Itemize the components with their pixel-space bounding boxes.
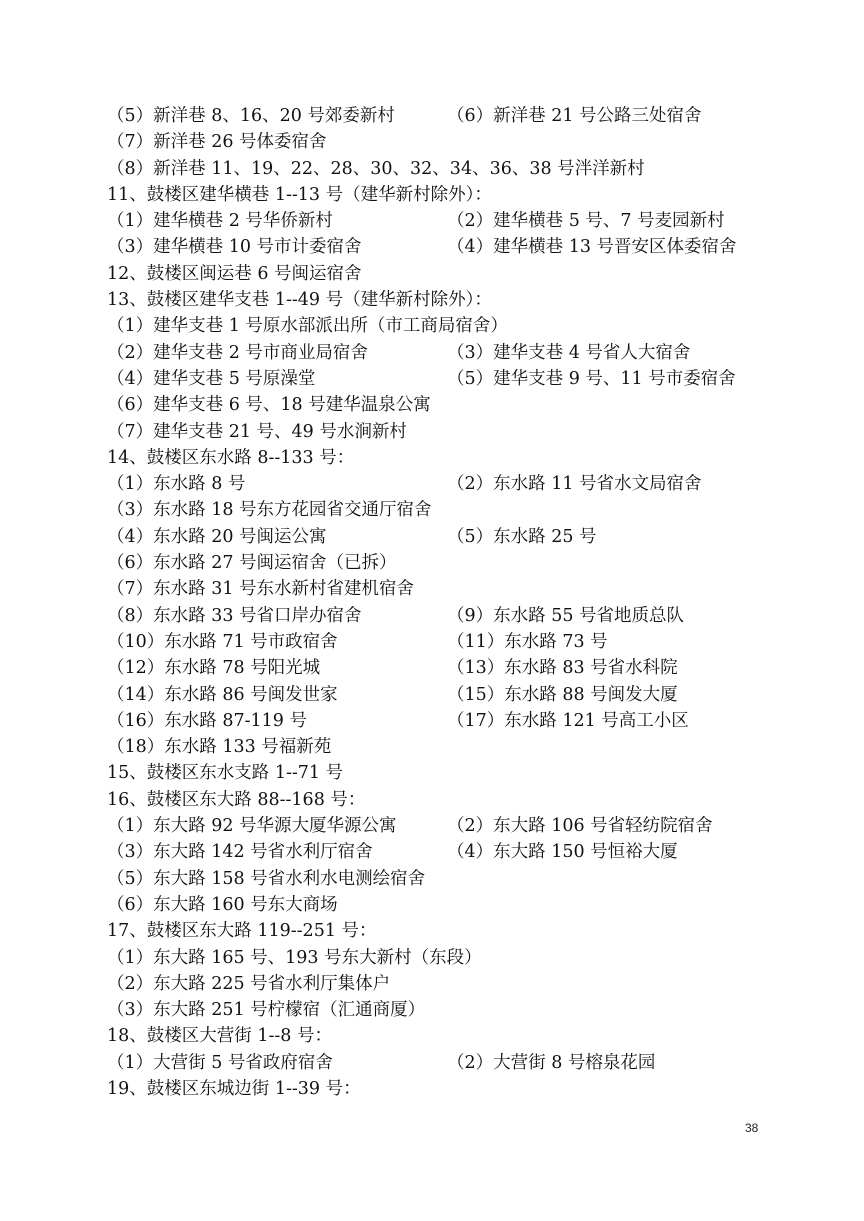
- text-line: [107, 524, 787, 550]
- line-left-text: （14）东水路 86 号闽发世家: [107, 684, 338, 705]
- text-line: [107, 392, 787, 418]
- line-left-text: （3）建华横巷 10 号市计委宿舍: [107, 237, 362, 258]
- text-line: [107, 997, 787, 1023]
- line-left-text: （2）东大路 225 号省水利厅集体户: [107, 973, 391, 994]
- line-left-text: 19、鼓楼区东城边街 1--39 号：: [107, 1078, 361, 1099]
- line-left-text: （1）东大路 92 号华源大厦华源公寓: [107, 816, 397, 837]
- line-left-text: （1）建华横巷 2 号华侨新村: [107, 211, 333, 232]
- line-left-text: （5）东大路 158 号省水利水电测绘宿舍: [107, 868, 426, 889]
- text-line: [107, 445, 787, 471]
- text-line: [107, 103, 787, 129]
- text-line: [107, 576, 787, 602]
- line-right-text: （2）东水路 11 号省水文局宿舍: [447, 474, 702, 495]
- line-left-text: （10）东水路 71 号市政宿舍: [107, 631, 338, 652]
- text-line: [107, 287, 787, 313]
- text-line: [107, 1050, 787, 1076]
- text-line: [107, 655, 787, 681]
- line-right-text: （13）东水路 83 号省水科院: [447, 658, 678, 679]
- line-right-text: （9）东水路 55 号省地质总队: [447, 605, 685, 626]
- text-line: [107, 497, 787, 523]
- line-right-text: （6）新洋巷 21 号公路三处宿舍: [447, 106, 702, 126]
- line-left-text: （5）新洋巷 8、16、20 号郊委新村: [107, 106, 395, 126]
- line-left-text: （4）建华支巷 5 号原澡堂: [107, 368, 316, 389]
- text-line: [107, 813, 787, 839]
- line-left-text: （2）建华支巷 2 号市商业局宿舍: [107, 342, 368, 363]
- line-left-text: （7）建华支巷 21 号、49 号水涧新村: [107, 421, 407, 442]
- text-line: [107, 682, 787, 708]
- text-line: [107, 208, 787, 234]
- text-line: [107, 787, 787, 813]
- text-line: [107, 261, 787, 287]
- text-line: [107, 1076, 787, 1102]
- text-line: [107, 629, 787, 655]
- line-left-text: 13、鼓楼区建华支巷 1--49 号（建华新村除外）：: [107, 290, 492, 311]
- line-left-text: （3）东大路 251 号柠檬宿（汇通商厦）: [107, 1000, 426, 1021]
- line-left-text: 16、鼓楼区东大路 88--168 号：: [107, 789, 366, 810]
- line-right-text: （5）建华支巷 9 号、11 号市委宿舍: [447, 368, 736, 389]
- text-line: [107, 866, 787, 892]
- text-line: [107, 182, 787, 208]
- text-line: [107, 234, 787, 260]
- line-right-text: （11）东水路 73 号: [447, 631, 608, 652]
- text-line: [107, 760, 787, 786]
- line-right-text: （15）东水路 88 号闽发大厦: [447, 684, 678, 705]
- line-left-text: 12、鼓楼区闽运巷 6 号闽运宿舍: [107, 263, 362, 284]
- text-line: [107, 839, 787, 865]
- line-left-text: （1）建华支巷 1 号原水部派出所（市工商局宿舍）: [107, 316, 508, 337]
- line-right-text: （5）东水路 25 号: [447, 526, 597, 547]
- line-right-text: （2）大营街 8 号榕泉花园: [447, 1052, 656, 1073]
- line-left-text: （6）东大路 160 号东大商场: [107, 894, 338, 915]
- text-line: [107, 366, 787, 392]
- text-line: [107, 945, 787, 971]
- line-left-text: （16）东水路 87-119 号: [107, 710, 307, 731]
- line-left-text: （1）东大路 165 号、193 号东大新村（东段）: [107, 947, 482, 968]
- line-left-text: （3）东大路 142 号省水利厅宿舍: [107, 842, 373, 863]
- text-line: [107, 971, 787, 997]
- text-line: [107, 419, 787, 445]
- line-left-text: （6）建华支巷 6 号、18 号建华温泉公寓: [107, 395, 431, 416]
- text-line: [107, 156, 787, 182]
- line-left-text: （12）东水路 78 号阳光城: [107, 658, 321, 679]
- line-left-text: 14、鼓楼区东水路 8--133 号：: [107, 447, 355, 468]
- document-body: [107, 103, 787, 1102]
- line-left-text: （3）东水路 18 号东方花园省交通厅宿舍: [107, 500, 432, 521]
- line-right-text: （3）建华支巷 4 号省人大宿舍: [447, 342, 691, 363]
- text-line: [107, 1023, 787, 1049]
- line-left-text: （18）东水路 133 号福新苑: [107, 737, 332, 758]
- line-right-text: （17）东水路 121 号高工小区: [447, 710, 689, 731]
- line-left-text: （6）东水路 27 号闽运宿舍（已拆）: [107, 553, 397, 574]
- line-left-text: 18、鼓楼区大营街 1--8 号：: [107, 1026, 332, 1047]
- line-right-text: （2）建华横巷 5 号、7 号麦园新村: [447, 211, 725, 232]
- line-right-text: （4）东大路 150 号恒裕大厦: [447, 842, 678, 863]
- text-line: [107, 471, 787, 497]
- line-left-text: （1）东水路 8 号: [107, 474, 246, 495]
- line-left-text: （8）东水路 33 号省口岸办宿舍: [107, 605, 362, 626]
- text-line: [107, 129, 787, 155]
- text-line: [107, 734, 787, 760]
- text-line: [107, 708, 787, 734]
- line-right-text: （2）东大路 106 号省轻纺院宿舍: [447, 816, 713, 837]
- text-line: [107, 892, 787, 918]
- text-line: [107, 340, 787, 366]
- line-left-text: （1）大营街 5 号省政府宿舍: [107, 1052, 333, 1073]
- line-left-text: 11、鼓楼区建华横巷 1--13 号（建华新村除外）：: [107, 184, 492, 205]
- text-line: [107, 313, 787, 339]
- text-line: [107, 550, 787, 576]
- text-line: [107, 603, 787, 629]
- text-line: [107, 918, 787, 944]
- line-right-text: （4）建华横巷 13 号晋安区体委宿舍: [447, 237, 737, 258]
- page-number: 38: [745, 1121, 759, 1135]
- line-left-text: 15、鼓楼区东水支路 1--71 号: [107, 763, 344, 784]
- line-left-text: （8）新洋巷 11、19、22、28、30、32、34、36、38 号泮洋新村: [107, 158, 645, 179]
- line-left-text: （7）新洋巷 26 号体委宿舍: [107, 132, 327, 153]
- line-left-text: 17、鼓楼区东大路 119--251 号：: [107, 921, 377, 942]
- line-left-text: （4）东水路 20 号闽运公寓: [107, 526, 327, 547]
- line-left-text: （7）东水路 31 号东水新村省建机宿舍: [107, 579, 415, 600]
